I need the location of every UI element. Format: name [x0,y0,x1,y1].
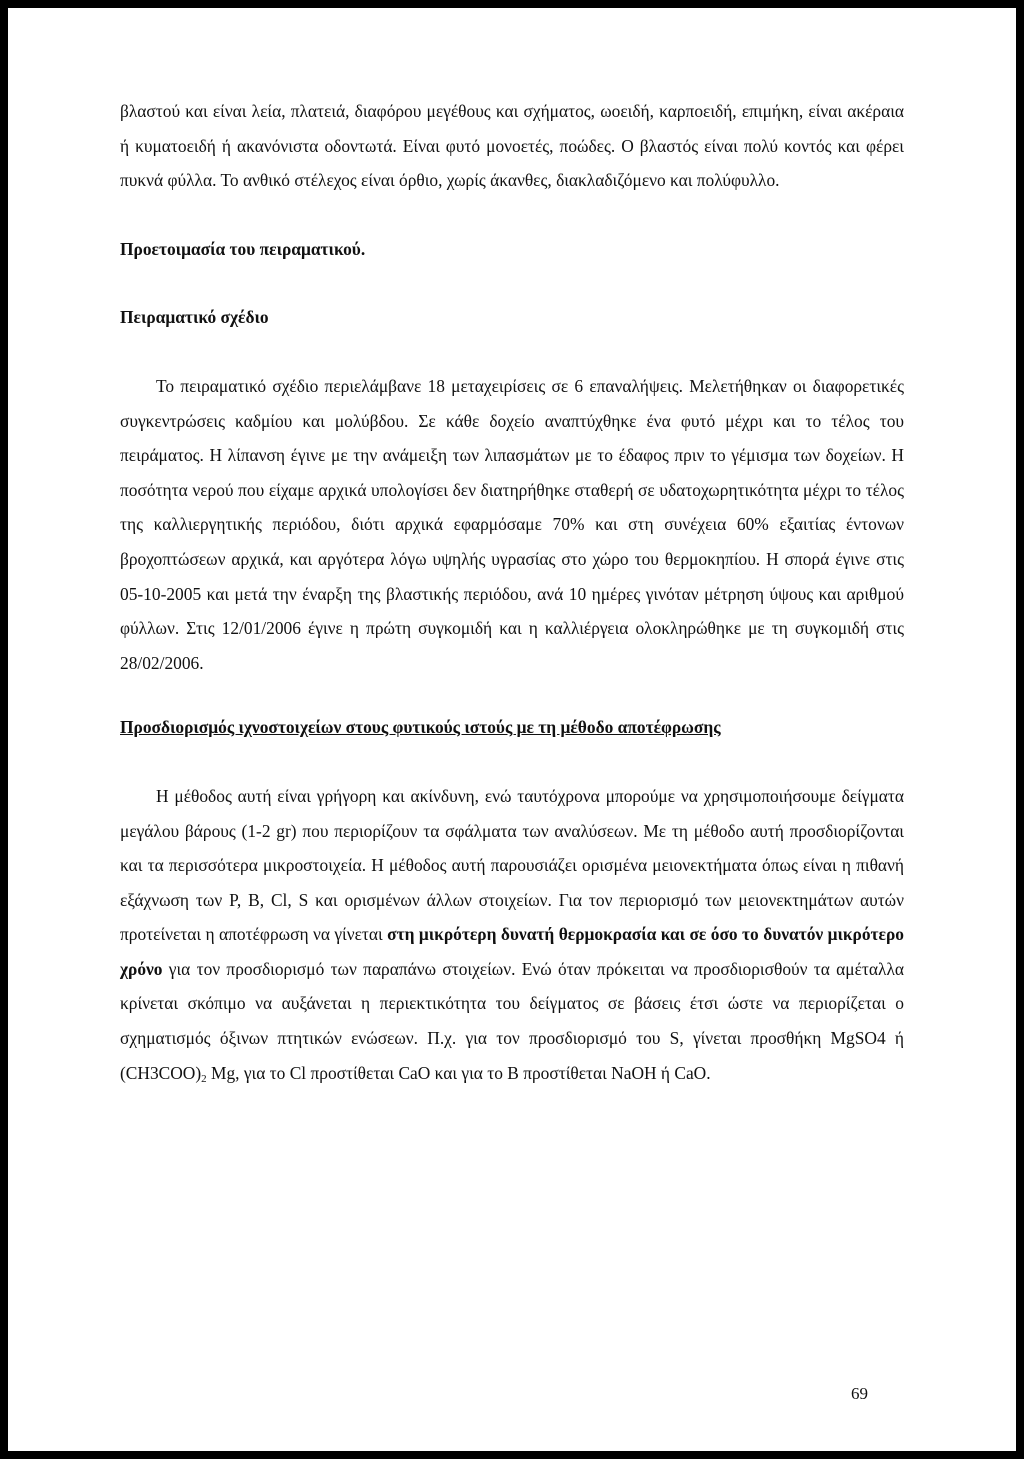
heading-experimental-design: Πειραματικό σχέδιο [120,307,269,328]
method-text-part2: για τον προσδιορισμό των παραπάνω στοιχείων. Ενώ όταν πρόκειται να προσδιορισθούν τα αμέταλλα κρίνεται σκόπιμο να αυξάνεται η περιεκτικότητα του δείγματος σε βάσεις έτσι ώστε να περιορίζεται ο σχηματισμός όξινων πτητικών ενώσεων. Π.χ. για τον προσδιορισμό του S, γίνεται προσθήκη MgSO4 ή (CH3COO) [120,958,904,1083]
method-bold-phrase: στη μικρότερη δυνατή θερμοκρασία και σε όσο το δυνατόν μικρότερο χρόνο [120,924,904,979]
heading-ashing-method: Προσδιορισμός ιχνοστοιχείων στους φυτικούς ιστούς με τη μέθοδο αποτέφρωσης [120,717,721,738]
heading-preparation: Προετοιμασία του πειραματικού. [120,238,366,259]
method-paragraph [120,779,904,1090]
page-number: 69 [851,1384,868,1403]
intro-paragraph: βλαστού και είναι λεία, πλατειά, διαφόρου μεγέθους και σχήματος, ωοειδή, καρποειδή, επιμήκη, είναι ακέραια ή κυματοειδή ή ακανόνιστα οδοντωτά. Είναι φυτό μονοετές, ποώδες. Ο βλαστός είναι πολύ κοντός και φέρει πυκνά φύλλα. Το ανθικό στέλεχος είναι όρθιο, χωρίς άκανθες, διακλαδιζόμενο και πολύφυλλο. [120,101,904,191]
page-content [120,94,904,1090]
document-page [8,8,1016,1451]
method-text-part3: Mg, για το Cl προστίθεται CaO και για το B προστίθεται NaOH ή CaO. [206,1062,711,1083]
method-subscript: 2 [201,1072,207,1085]
method-text-part1: Η μέθοδος αυτή είναι γρήγορη και ακίνδυνη, ενώ ταυτόχρονα μπορούμε να χρησιμοποιήσουμε δείγματα μεγάλου βάρους (1-2 gr) που περιορίζουν τα σφάλματα των αναλύσεων. Με τη μέθοδο αυτή προσδιορίζονται και τα περισσότερα μικροστοιχεία. Η μέθοδος αυτή παρουσιάζει ορισμένα μειονεκτήματα όπως είναι η πιθανή εξάχνωση των P, B, Cl, S και ορισμένων άλλων στοιχείων. Για τον περιορισμό των μειονεκτημάτων αυτών προτείνεται η αποτέφρωση να γίνεται [120,785,904,945]
design-paragraph: Το πειραματικό σχέδιο περιελάμβανε 18 μεταχειρίσεις σε 6 επαναλήψεις. Μελετήθηκαν οι διαφορετικές συγκεντρώσεις καδμίου και μολύβδου. Σε κάθε δοχείο αναπτύχθηκε ένα φυτό μέχρι και το τέλος του πειράματος. Η λίπανση έγινε με την ανάμειξη των λιπασμάτων με το έδαφος πριν το γέμισμα των δοχείων. Η ποσότητα νερού που είχαμε αρχικά υπολογίσει δεν διατηρήθηκε σταθερή σε υδατοχωρητικότητα μέχρι το τέλος της καλλιεργητικής περιόδου, διότι αρχικά εφαρμόσαμε 70% και στη συνέχεια 60% εξαιτίας έντονων βροχοπτώσεων αρχικά, και αργότερα λόγω υψηλής υγρασίας στο χώρο του θερμοκηπίου. Η σπορά έγινε στις 05-10-2005 και μετά την έναρξη της βλαστικής περιόδου, ανά 10 ημέρες γινόταν μέτρηση ύψους και αριθμού φύλλων. Στις 12/01/2006 έγινε η πρώτη συγκομιδή και η καλλιέργεια ολοκληρώθηκε με τη συγκομιδή στις 28/02/2006. [120,375,904,673]
